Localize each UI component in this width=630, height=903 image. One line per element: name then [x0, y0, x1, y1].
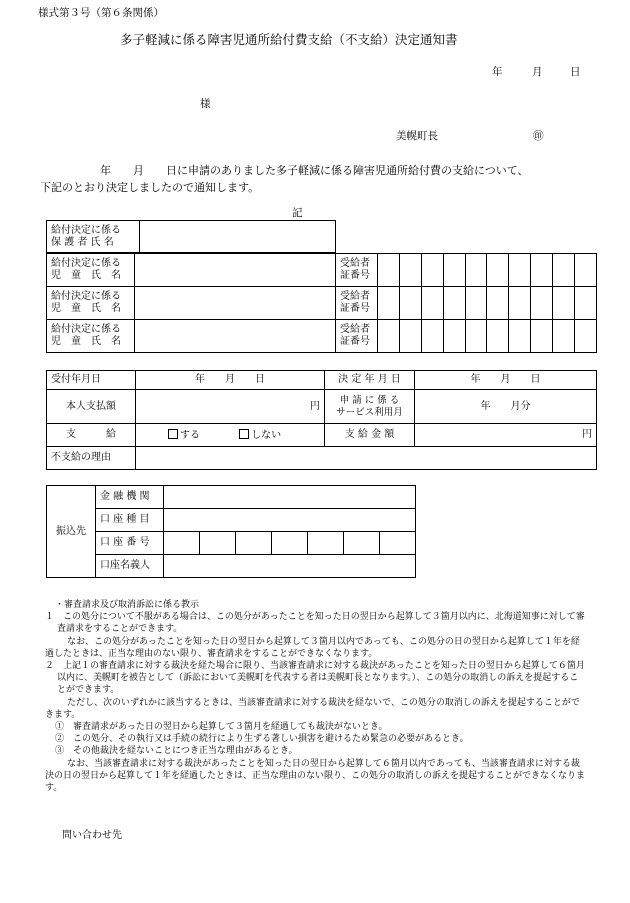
recipient-digit[interactable] [575, 254, 597, 287]
note-1: １ この処分について不服がある場合は、この処分があったことを知った日の翌日から起算して３箇月以内に、北海道知事に対して審査請求をすることができます。 [45, 612, 585, 635]
condition-3: ③ その他裁決を経ないことにつき正当な理由があるとき。 [55, 746, 298, 757]
date-month: 月 [532, 66, 543, 78]
child-label: 給付決定に係る 児 童 氏 名 [47, 254, 135, 287]
recipient-digit[interactable] [531, 320, 553, 353]
payment-options [136, 424, 325, 447]
recipient-digit[interactable] [553, 287, 575, 320]
note-2: ２ 上記１の審査請求に対する裁決を経た場合に限り、当該審査請求に対する裁決があったことを知った日の翌日から起算して６箇月以内に、美幌町を被告として（訴訟において美幌町を代表する者は美幌町長となります。）、この処分の取消しの訴えを提起することができます。 [45, 661, 585, 696]
child-name-field[interactable] [135, 254, 336, 287]
checkbox-icon[interactable] [168, 429, 178, 439]
child-label: 給付決定に係る 児 童 氏 名 [47, 320, 135, 353]
account-digit[interactable] [236, 532, 272, 555]
condition-1: ① 審査請求があった日の翌日から起算して３箇月を経過しても裁決がないとき。 [55, 722, 388, 733]
recipient-digit[interactable] [553, 320, 575, 353]
child-row [47, 254, 597, 287]
child-name-field[interactable] [135, 287, 336, 320]
date-day: 日 [570, 66, 581, 78]
payment-yes-option[interactable]: する [168, 430, 200, 441]
recipient-digit[interactable] [575, 287, 597, 320]
payment-amount-label: 支 給 金 額 [325, 424, 415, 447]
seal-mark: ㊞ [533, 130, 544, 142]
account-type-field[interactable] [164, 509, 416, 532]
checkbox-icon[interactable] [239, 429, 249, 439]
bank-row-label: 口 座 種 目 [96, 509, 164, 532]
payment-amount-field[interactable]: 円 [415, 424, 597, 447]
guardian-table [46, 220, 336, 253]
intro-line-1: 年 月 日に申請のありました多子軽減に係る障害児通所給付費の支給について、 [100, 164, 529, 177]
recipient-digit[interactable] [509, 320, 531, 353]
guardian-label: 給付決定に係る 保 護 者 氏 名 [47, 221, 140, 253]
bank-row-label: 金 融 機 関 [96, 486, 164, 509]
guardian-name-field[interactable] [140, 221, 336, 253]
recipient-digit[interactable] [421, 287, 443, 320]
bank-name-field[interactable] [164, 486, 416, 509]
service-month-label: 申 請 に 係 る サービス利用月 [325, 390, 415, 424]
child-table [46, 253, 597, 353]
intro-line-2: 下記のとおり決定しましたので通知します。 [40, 181, 260, 194]
recipient-digit[interactable] [399, 254, 421, 287]
account-digit[interactable] [200, 532, 236, 555]
recipient-label: 受給者 証番号 [336, 287, 378, 320]
note-2b: ただし、次のいずれかに該当するときは、当該審査請求に対する裁決を経ないで、この処分の取消しの訴えを提起することができます。 [45, 697, 580, 720]
appeal-notes [45, 599, 585, 794]
notes-heading: ・審査請求及び取消訴訟に係る教示 [55, 600, 200, 610]
reason-field[interactable] [136, 447, 597, 470]
recipient-digit[interactable] [487, 287, 509, 320]
recipient-digit[interactable] [421, 254, 443, 287]
bank-row-label: 口 座 番 号 [96, 532, 164, 555]
recipient-digit[interactable] [443, 320, 465, 353]
recipient-digit[interactable] [378, 287, 400, 320]
inquiry-label: 問い合わせ先 [62, 830, 122, 841]
recipient-digit[interactable] [378, 254, 400, 287]
recipient-digit[interactable] [399, 320, 421, 353]
account-digit[interactable] [380, 532, 416, 555]
recipient-digit[interactable] [443, 254, 465, 287]
condition-2: ② この処分、その執行又は手続の続行により生ずる著しい損害を避けるため緊急の必要があるとき。 [55, 734, 469, 745]
recipient-digit[interactable] [421, 320, 443, 353]
recipient-digit[interactable] [575, 320, 597, 353]
bank-table [46, 485, 416, 578]
receipt-date-field[interactable]: 年 月 日 [136, 371, 325, 390]
decision-date-label: 決 定 年 月 日 [325, 371, 415, 390]
date-year: 年 [492, 66, 503, 78]
account-digit[interactable] [272, 532, 308, 555]
recipient-digit[interactable] [509, 287, 531, 320]
issuer-name: 美幌町長 [396, 130, 438, 142]
recipient-digit[interactable] [465, 287, 487, 320]
recipient-digit[interactable] [531, 254, 553, 287]
payment-label: 支 給 [47, 424, 136, 447]
recipient-digit[interactable] [487, 254, 509, 287]
recipient-label: 受給者 証番号 [336, 254, 378, 287]
recipient-digit[interactable] [378, 320, 400, 353]
service-month-field[interactable]: 年 月分 [415, 390, 597, 424]
form-number: 様式第３号（第６条関係） [38, 7, 164, 19]
recipient-digit[interactable] [509, 254, 531, 287]
decision-table [46, 370, 597, 470]
child-name-field[interactable] [135, 320, 336, 353]
recipient-digit[interactable] [465, 254, 487, 287]
child-label: 給付決定に係る 児 童 氏 名 [47, 287, 135, 320]
decision-date-field[interactable]: 年 月 日 [415, 371, 597, 390]
addressee-suffix: 様 [200, 98, 211, 110]
bank-label: 振込先 [47, 486, 96, 578]
bank-row-label: 口座名義人 [96, 555, 164, 578]
payment-no-option[interactable]: しない [239, 430, 281, 441]
page-title: 多子軽減に係る障害児通所給付費支給（不支給）決定通知書 [120, 32, 458, 47]
note-1b: なお、この処分があったことを知った日の翌日から起算して３箇月以内であっても、この処分の日の翌日から起算して１年を経過したときは、正当な理由のない限り、審査請求をすることができなくなります。 [45, 636, 580, 659]
reason-label: 不支給の理由 [47, 447, 136, 470]
account-holder-field[interactable] [164, 555, 416, 578]
account-digit[interactable] [164, 532, 200, 555]
recipient-digit[interactable] [443, 287, 465, 320]
recipient-label: 受給者 証番号 [336, 320, 378, 353]
child-row [47, 287, 597, 320]
account-digit[interactable] [308, 532, 344, 555]
note-2c: なお、当該審査請求に対する裁決があったことを知った日の翌日から起算して６箇月以内であっても、当該審査請求に対する裁決の日の翌日から起算して１年を経過したときは、正当な理由のない限り、この処分の取消しの訴えを提起することができなくなります。 [45, 758, 586, 794]
recipient-digit[interactable] [553, 254, 575, 287]
self-pay-label: 本人支払額 [47, 390, 136, 424]
recipient-digit[interactable] [399, 287, 421, 320]
recipient-digit[interactable] [531, 287, 553, 320]
self-pay-field[interactable]: 円 [136, 390, 325, 424]
ki-mark: 記 [292, 207, 303, 219]
child-row [47, 320, 597, 353]
recipient-digit[interactable] [487, 320, 509, 353]
receipt-date-label: 受付年月日 [47, 371, 136, 390]
account-digit[interactable] [344, 532, 380, 555]
recipient-digit[interactable] [465, 320, 487, 353]
